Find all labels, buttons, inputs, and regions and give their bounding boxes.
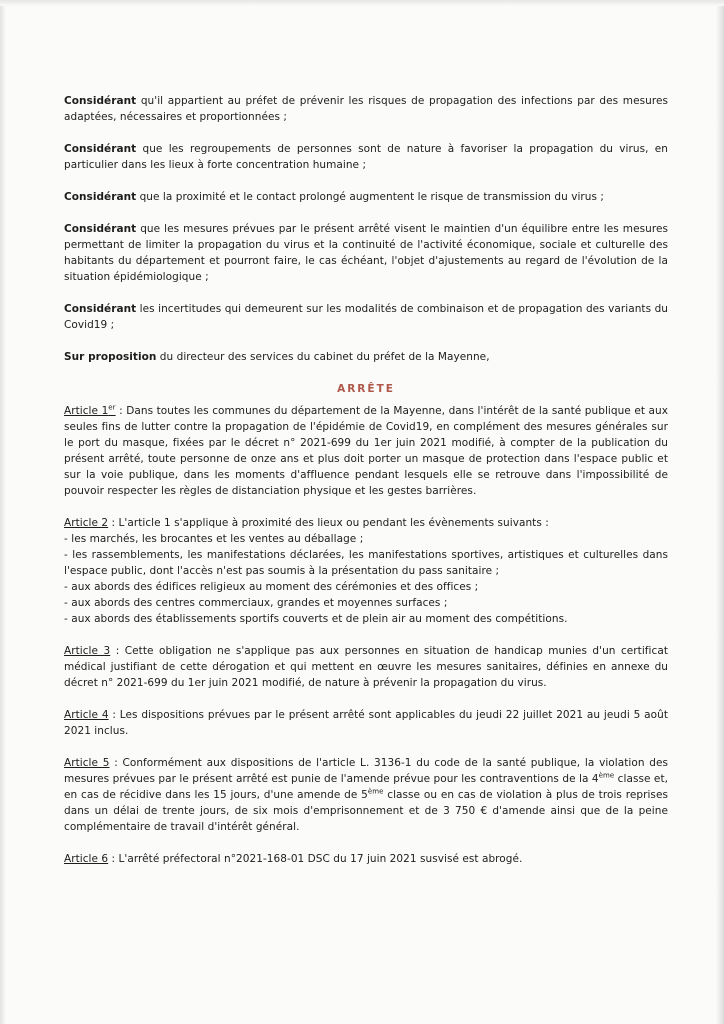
proposition-text: du directeur des services du cabinet du préfet de la Mayenne,: [156, 351, 490, 363]
article-1: [64, 403, 668, 499]
considerant-5: [64, 301, 668, 333]
considerant-4: [64, 221, 668, 285]
article-6-text: : L'arrêté préfectoral n°2021-168-01 DSC du 17 juin 2021 susvisé est abrogé.: [108, 853, 523, 865]
considerant-text: que la proximité et le contact prolongé augmentent le risque de transmission du virus ;: [136, 191, 604, 203]
considerant-lead: Considérant: [64, 223, 137, 235]
scan-edge-left: [0, 0, 6, 1024]
scan-edge-right: [716, 0, 724, 1024]
superscript: ème: [598, 771, 615, 780]
scan-edge-top: [0, 0, 724, 6]
article-6-label: Article 6: [64, 853, 109, 865]
article-4-text: : Les dispositions prévues par le présent arrêté sont applicables du jeudi 22 juillet 2021 au jeudi 5 août 2021 inclus.: [64, 709, 668, 737]
article-3-label: Article 3: [64, 645, 111, 657]
article-2-label: Article 2: [64, 517, 109, 529]
considerant-text: qu'il appartient au préfet de prévenir les risques de propagation des infections par des mesures adaptées, nécessaires et proportionnées ;: [64, 95, 668, 123]
article-4: [64, 707, 668, 739]
list-item: - aux abords des édifices religieux au moment des cérémonies et des offices ;: [64, 581, 479, 593]
considerant-lead: Considérant: [64, 95, 137, 107]
decree-title: ARRÊTE: [337, 383, 395, 395]
considerant-text: que les mesures prévues par le présent arrêté visent le maintien d'un équilibre entre les mesures permettant de limiter la propagation du virus et la continuité de l'activité économique, sociale et culturelle des habitants du département et pourront faire, le cas échéant, l'objet d'ajustements au regard de l'évolution de la situation épidémiologique ;: [64, 223, 668, 283]
superscript: ème: [367, 787, 384, 796]
article-2-text: : L'article 1 s'applique à proximité des lieux ou pendant les évènements suivants :: [108, 517, 549, 529]
article-5-text: : Conformément aux dispositions de l'article L. 3136-1 du code de la santé publique, la violation des mesures prévues par le présent arrêté est punie de l'amende prévue pour les contraventions de la 4: [64, 757, 668, 785]
considerant-lead: Considérant: [64, 143, 137, 155]
article-5: [64, 755, 668, 835]
considerant-text: les incertitudes qui demeurent sur les modalités de combinaison et de propagation des variants du Covid19 ;: [64, 303, 668, 331]
article-6: [64, 851, 668, 867]
article-5-label: Article 5: [64, 757, 110, 769]
article-4-label: Article 4: [64, 709, 109, 721]
proposition-lead: Sur proposition: [64, 351, 157, 363]
article-5-text: classe et, en cas de récidive dans les 15 jours, d'une amende de 5: [64, 773, 668, 801]
considerant-3: [64, 189, 668, 205]
considerant-lead: Considérant: [64, 191, 137, 203]
article-3: [64, 643, 668, 691]
document-body: [64, 93, 668, 883]
list-item: - aux abords des établissements sportifs couverts et de plein air au moment des compétitions.: [64, 613, 568, 625]
list-item: - les marchés, les brocantes et les ventes au déballage ;: [64, 533, 364, 545]
article-1-label: Article 1er: [64, 403, 116, 417]
considerant-lead: Considérant: [64, 303, 137, 315]
article-3-text: : Cette obligation ne s'applique pas aux personnes en situation de handicap munies d'un certificat médical justifiant de cette dérogation et qui mettent en œuvre les mesures sanitaires, définies en annexe du décret n° 2021-699 du 1er juin 2021 modifié, de nature à prévenir la propagation du virus.: [64, 645, 668, 689]
list-item: - aux abords des centres commerciaux, grandes et moyennes surfaces ;: [64, 597, 448, 609]
considerant-1: [64, 93, 668, 125]
article-1-text: : Dans toutes les communes du département de la Mayenne, dans l'intérêt de la santé publique et aux seules fins de lutter contre la propagation de l'épidémie de Covid19, en complément des mesures générales sur le port du masque, fixées par le décret n° 2021-699 du 1er juin 2021 modifié, à compter de la publication du présent arrêté, toute personne de onze ans et plus doit porter un masque de protection dans l'espace public et sur la voie publique, dans les moments d'affluence pendant lesquels elle se retrouve dans l'impossibilité de pouvoir respecter les règles de distanciation physique et les gestes barrières.: [64, 405, 668, 497]
article-5-text: classe ou en cas de violation à plus de trois reprises dans un délai de trente jours, de six mois d'emprisonnement et de 3 750 € d'amende ainsi que de la peine complémentaire de travail d'intérêt général.: [64, 789, 668, 833]
list-item: - les rassemblements, les manifestations déclarées, les manifestations sportives, artistiques et culturelles dans l'espace public, dont l'accès n'est pas soumis à la présentation du pass sanitaire ;: [64, 549, 668, 577]
considerant-text: que les regroupements de personnes sont de nature à favoriser la propagation du virus, en particulier dans les lieux à forte concentration humaine ;: [64, 143, 668, 171]
article-2: [64, 515, 668, 627]
proposition: [64, 349, 668, 365]
considerant-2: [64, 141, 668, 173]
